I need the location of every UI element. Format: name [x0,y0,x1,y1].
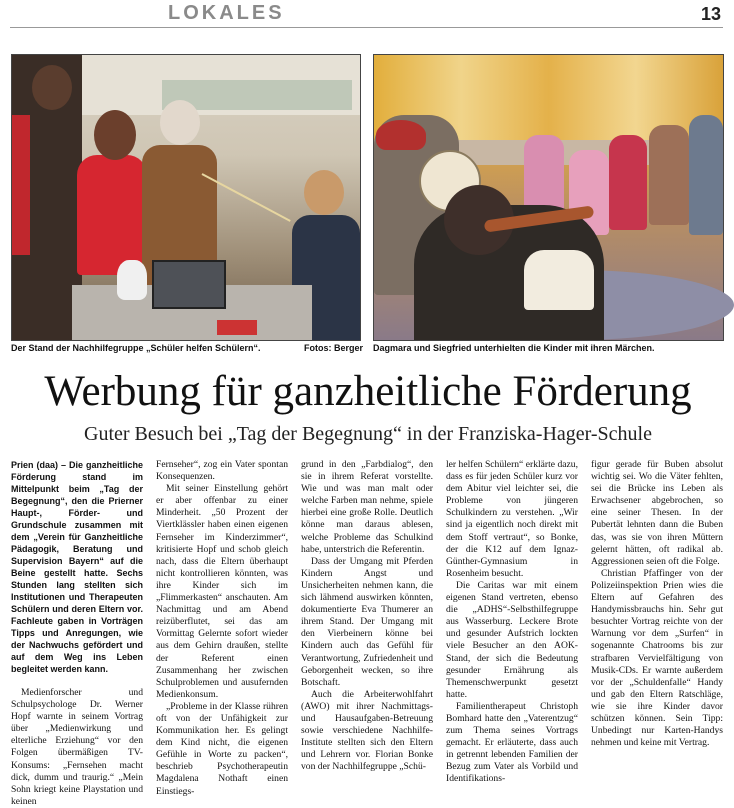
header-rule [10,27,723,28]
photo-credit: Fotos: Berger [304,343,364,353]
page-header [0,0,733,32]
article-paragraph: ler helfen Schülern“ erklärte dazu, dass es für jeden Schüler kurz vor dem Abitur viel leichter sei, die Probleme von jüngeren Schulkindern zu verstehen. „Wir sind ja eigentlich noch direkt mit dem Stoff vertraut“, so Bonke, der die K12 auf dem Ignaz-Günther-Gymnasium in Rosenheim besucht. [446,459,578,579]
article-paragraph: Christian Pfaffinger von der Polizeiinspektion Prien wies die Eltern auf Gefahren des Handymissbrauchs hin. Sehr gut besuchter Vortrag reichte von der Warnung vor dem „Surfen“ in sogenannte Chatrooms bis zur strafbaren Vervielfältigung von Musik-CDs. Er warnte außerdem vor der „Schuldenfalle“ Handy und gab den Eltern Ratschläge, wie sie ihre Kinder davor schützen können. Sein Tipp: Unbedingt nur Karten-Handys nehmen und keine mit Vertrag. [591,567,723,749]
photo-caption-right: Dagmara und Siegfried unterhielten die Kinder mit ihren Märchen. [373,343,655,353]
article-paragraph: Die Caritas war mit einem eigenen Stand vertreten, ebenso die „ADHS“-Selbsthilfegruppe aus Wasserburg. Leckere Brote und gesunder Aufstrich lockten viele Besucher an den AOK-Stand, der sich die Bedeutung gesunder Ernährung als Themenschwerpunkt gesetzt hatte. [446,579,578,700]
article-paragraph: grund in den „Farbdialog“, den sie in ihrem Referat vorstellte. Wie und was man malt oder welche Farben man nehme, spiele hierbei eine große Rolle. Deutlich könne man daraus ablesen, welche Probleme das Schulkind habe, unterstrich die Referentin. [301,459,433,555]
article-paragraph: Medienforscher und Schulpsychologe Dr. Werner Hopf warnte in seinem Vortrag über „Medienwirkung und elterliche Erziehung“ vor den Folgen übermäßigen TV-Konsums: „Fernsehen macht dick, dumm und traurig.“ „Mein Sohn kriegt keine Playstation und keinen [11,687,143,807]
article-paragraph: Mit seiner Einstellung gehört er aber offenbar zu einer Minderheit. „50 Prozent der Viertklässler haben einen eigenen Fernseher im Kinderzimmer“, kritisierte Hopf und schob gleich nach, dass die Eltern überhaupt nicht kontrollieren könnten, was ihre Kinder sich im „Flimmerkasten“ anschauten. Am Nachmittag und am Abend reizüberflutet, sei das am Vormittag Gelernte sofort wieder aus dem Gehirn draußen, stellte der Referent einen Zusammenhang her zwischen Schulproblemen und ausufernden Medienkonsum. [156,483,288,700]
article-subheadline: Guter Besuch bei „Tag der Begegnung“ in der Franziska-Hager-Schule [84,423,652,445]
photo-storytelling [373,54,724,341]
article-paragraph: „Probleme in der Klasse rühren oft von der Unfähigkeit zur Kommunikation her. Es gelingt dem Kind nicht, die eigenen Gefühle in Worte zu packen“, beschrieb Psychotherapeutin Magdalena Nothaft einen Einstiegs- [156,700,288,797]
article-paragraph: figur gerade für Buben absolut wichtig sei. Wo die Väter fehlten, sei die Brücke ins Leben als Erwachsener abgebrochen, so eine seiner Thesen. In der Pubertät lehnten dann die Buben das, was sie von ihren Müttern gelernt hätten, oft radikal ab. Aggressionen seien oft die Folge. [591,459,723,567]
article-column-4 [446,459,578,787]
photo-caption-left: Der Stand der Nachhilfegruppe „Schüler helfen Schülern“. [11,343,261,353]
article-column-1 [11,459,143,807]
article-column-3 [301,459,433,787]
article-lead: Prien (daa) – Die ganzheitliche Förderung stand im Mittelpunkt beim „Tag der Begegnung“, den die Prierner Haupt-, Förder- und Grundschule zusammen mit dem „Verein für Ganzheitliche Pädagogik, Beratung und Supervision Bayern“ auf die Beine gestellt hatte. Sechs Stunden lang stellten sich Institutionen und Therapeuten Schülern und deren Eltern vor. Fachleute gaben in Vorträgen Tipps und Anregungen, wie der Nachwuchs gefördert und auf dem Weg ins Leben begleitet werden kann. [11,460,143,674]
photo-info-stand [11,54,361,341]
article-column-5 [591,459,723,787]
article-headline: Werbung für ganzheitliche Förderung [44,368,692,415]
page-number: 13 [700,4,721,24]
article-paragraph: Dass der Umgang mit Pferden Kindern Angst und Unsicherheiten nehmen kann, die sich lähmend auswirken könnten, dokumentierte Eva Thumerer an ihrem Stand. Der Umgang mit den Vierbeinern könne bei Kindern auch das Gefühl für Verantwortung, Zufriedenheit und Geborgenheit wecken, so ihre Botschaft. [301,555,433,688]
section-title: LOKALES [168,2,285,24]
article-column-2 [156,459,288,797]
article-paragraph: Fernseher“, zog ein Vater spontan Konsequenzen. [156,459,288,483]
article-paragraph: Auch die Arbeiterwohlfahrt (AWO) mit ihrer Nachmittags- und Hausaufgaben-Betreuung sowie verschiedene Nachhilfe-Institute stellten sich den Eltern und Lehrern vor. Florian Bonke von der Nachhilfegruppe „Schü- [301,688,433,773]
article-paragraph: Familientherapeut Christoph Bomhard hatte den „Vaterentzug“ zum Thema seines Vortrags gemacht. Er erläuterte, dass auch in getrennt lebenden Familien der Bezug zum Vater als Vorbild und Identifikations- [446,700,578,785]
